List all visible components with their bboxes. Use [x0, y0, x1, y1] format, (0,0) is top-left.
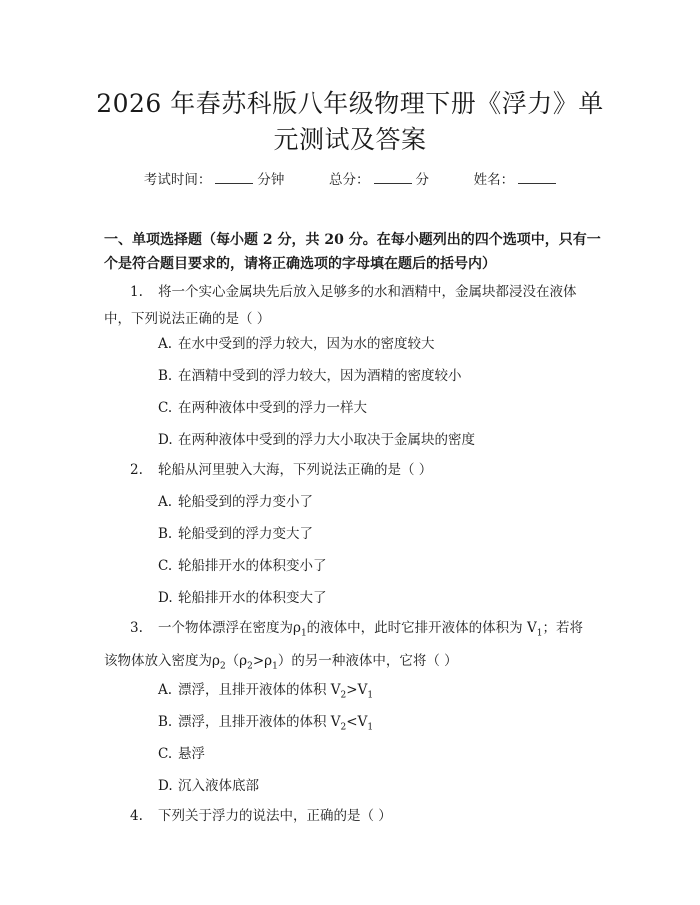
option-text: 轮船受到的浮力变大了: [178, 526, 313, 542]
option-2b[interactable]: [158, 524, 313, 544]
option-text: 在酒精中受到的浮力较大，因为酒精的密度较小: [178, 368, 462, 384]
option-label: C.: [158, 746, 173, 762]
question-number: 3.: [130, 620, 143, 636]
option-text: 在两种液体中受到的浮力一样大: [178, 400, 367, 416]
option-2d[interactable]: [158, 588, 327, 608]
question-text: 下列关于浮力的说法中，正确的是（ ）: [158, 808, 392, 824]
option-label: D.: [158, 778, 173, 794]
option-text: >V: [346, 682, 368, 698]
question-text-cont: 中，下列说法正确的是（ ）: [104, 311, 271, 327]
question-text: （ρ: [225, 652, 248, 669]
option-1d[interactable]: [158, 430, 475, 450]
name-blank[interactable]: [518, 171, 556, 184]
subscript: 2: [340, 690, 347, 701]
question-text: 该物体放入密度为ρ: [104, 652, 220, 669]
option-text: 在水中受到的浮力较大，因为水的密度较大: [178, 336, 435, 352]
score-unit: 分: [415, 172, 429, 188]
option-3d[interactable]: [158, 776, 259, 796]
question-text: 一个物体漂浮在密度为ρ: [158, 620, 301, 636]
question-text: ；若将: [542, 620, 583, 636]
subscript: 2: [340, 722, 347, 733]
option-label: C.: [158, 400, 173, 416]
question-1: [104, 279, 604, 333]
question-text: ）的另一种液体中，它将（ ）: [277, 652, 458, 669]
option-1b[interactable]: [158, 366, 462, 386]
option-text: 轮船受到的浮力变小了: [178, 494, 313, 510]
name-label: 姓名：: [473, 172, 515, 188]
document-title-line1: 2026 年春苏科版八年级物理下册《浮力》单: [96, 89, 604, 118]
option-text: 沉入液体底部: [178, 778, 259, 794]
subscript: 1: [300, 628, 307, 639]
option-1c[interactable]: [158, 398, 367, 418]
option-label: B.: [158, 368, 173, 384]
option-label: D.: [158, 432, 173, 448]
option-text: 悬浮: [178, 746, 205, 762]
option-2c[interactable]: [158, 556, 327, 576]
score-label: 总分：: [329, 172, 370, 188]
option-label: A.: [158, 336, 173, 352]
option-3b[interactable]: [158, 712, 373, 738]
question-text: 轮船从河里驶入大海，下列说法正确的是（ ）: [158, 462, 433, 478]
question-2: [104, 457, 604, 484]
question-4: [104, 803, 604, 830]
option-label: B.: [158, 526, 173, 542]
subscript: 2: [247, 661, 253, 672]
subscript: 1: [272, 661, 278, 672]
option-1a[interactable]: [158, 334, 435, 354]
document-title-line2: 元测试及答案: [273, 125, 427, 154]
question-number: 2.: [130, 462, 143, 478]
time-label: 考试时间：: [143, 172, 212, 188]
question-number: 1.: [130, 284, 143, 300]
question-text: 的液体中，此时它排开液体的体积为 V: [306, 620, 537, 636]
question-3: [104, 615, 604, 680]
option-text: 在两种液体中受到的浮力大小取决于金属块的密度: [178, 432, 475, 448]
option-3c[interactable]: [158, 744, 205, 764]
question-text: >ρ: [252, 652, 273, 669]
time-blank[interactable]: [215, 171, 253, 184]
option-label: A.: [158, 682, 173, 698]
question-number: 4.: [130, 808, 143, 824]
option-text: 漂浮，且排开液体的体积 V: [178, 682, 341, 698]
option-label: C.: [158, 558, 173, 574]
option-text: 轮船排开水的体积变大了: [178, 590, 327, 606]
exam-info-line: [0, 168, 700, 188]
section-heading: 一、单项选择题（每小题 2 分，共 20 分。在每小题列出的四个选项中，只有一个是符合题目要求的，请将正确选项的字母填在题后的括号内）: [104, 232, 601, 272]
time-unit: 分钟: [257, 172, 285, 188]
option-text: 漂浮，且排开液体的体积 V: [178, 714, 341, 730]
option-label: B.: [158, 714, 173, 730]
option-3a[interactable]: [158, 680, 373, 706]
option-label: D.: [158, 590, 173, 606]
option-text: 轮船排开水的体积变小了: [178, 558, 327, 574]
subscript: 1: [536, 628, 543, 639]
option-2a[interactable]: [158, 492, 313, 512]
question-text: 将一个实心金属块先后放入足够多的水和酒精中，金属块都浸没在液体: [158, 284, 577, 300]
subscript: 2: [219, 661, 226, 672]
subscript: 1: [367, 722, 374, 733]
option-label: A.: [158, 494, 173, 510]
score-blank[interactable]: [374, 171, 412, 184]
subscript: 1: [367, 690, 374, 701]
option-text: <V: [346, 714, 368, 730]
